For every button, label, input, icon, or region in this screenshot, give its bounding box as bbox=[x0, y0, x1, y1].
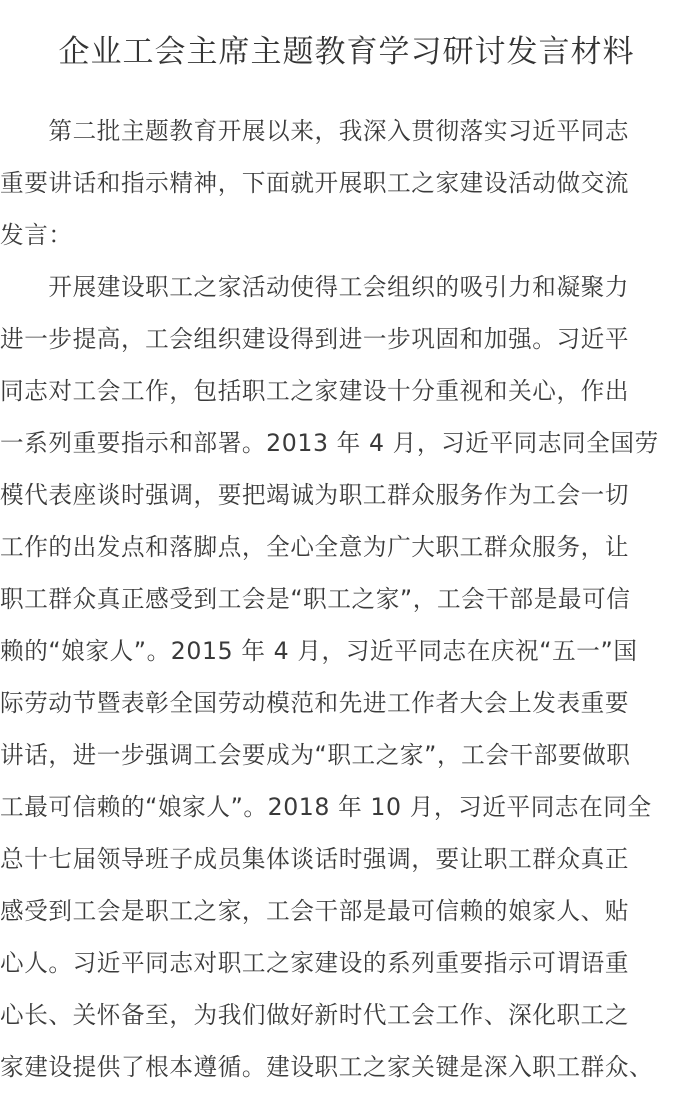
text-line: 心长、关怀备至，为我们做好新时代工会工作、深化职工之 bbox=[0, 1001, 630, 1029]
text-line: 职工群众真正感受到工会是“职工之家”，工会干部是最可信 bbox=[0, 585, 631, 613]
text-line: 总十七届领导班子成员集体谈话时强调，要让职工群众真正 bbox=[0, 845, 630, 873]
text-line: 重要讲话和指示精神，下面就开展职工之家建设活动做交流 bbox=[0, 169, 630, 197]
text-line: 同志对工会工作，包括职工之家建设十分重视和关心，作出 bbox=[0, 377, 630, 405]
text-line: 模代表座谈时强调，要把竭诚为职工群众服务作为工会一切 bbox=[0, 481, 630, 509]
text-line: 际劳动节暨表彰全国劳动模范和先进工作者大会上发表重要 bbox=[0, 689, 630, 717]
text-line: 家建设提供了根本遵循。建设职工之家关键是深入职工群众、 bbox=[0, 1053, 654, 1081]
text-line: 一系列重要指示和部署。2013 年 4 月，习近平同志同全国劳 bbox=[0, 429, 659, 457]
text-line: 讲话，进一步强调工会要成为“职工之家”，工会干部要做职 bbox=[0, 741, 631, 769]
text-line: 进一步提高，工会组织建设得到进一步巩固和加强。习近平 bbox=[0, 325, 630, 353]
text-line: 工作的出发点和落脚点，全心全意为广大职工群众服务，让 bbox=[0, 533, 630, 561]
text-line: 发言： bbox=[0, 221, 73, 249]
text-line: 工最可信赖的“娘家人”。2018 年 10 月，习近平同志在同全 bbox=[0, 793, 652, 821]
text-line: 赖的“娘家人”。2015 年 4 月，习近平同志在庆祝“五一”国 bbox=[0, 637, 638, 665]
text-line: 心人。习近平同志对职工之家建设的系列重要指示可谓语重 bbox=[0, 949, 630, 977]
text-line: 第二批主题教育开展以来，我深入贯彻落实习近平同志 bbox=[0, 117, 630, 145]
document-title: 企业工会主席主题教育学习研讨发言材料 bbox=[58, 34, 635, 70]
text-line: 开展建设职工之家活动使得工会组织的吸引力和凝聚力 bbox=[0, 273, 630, 301]
text-line: 感受到工会是职工之家，工会干部是最可信赖的娘家人、贴 bbox=[0, 897, 630, 925]
